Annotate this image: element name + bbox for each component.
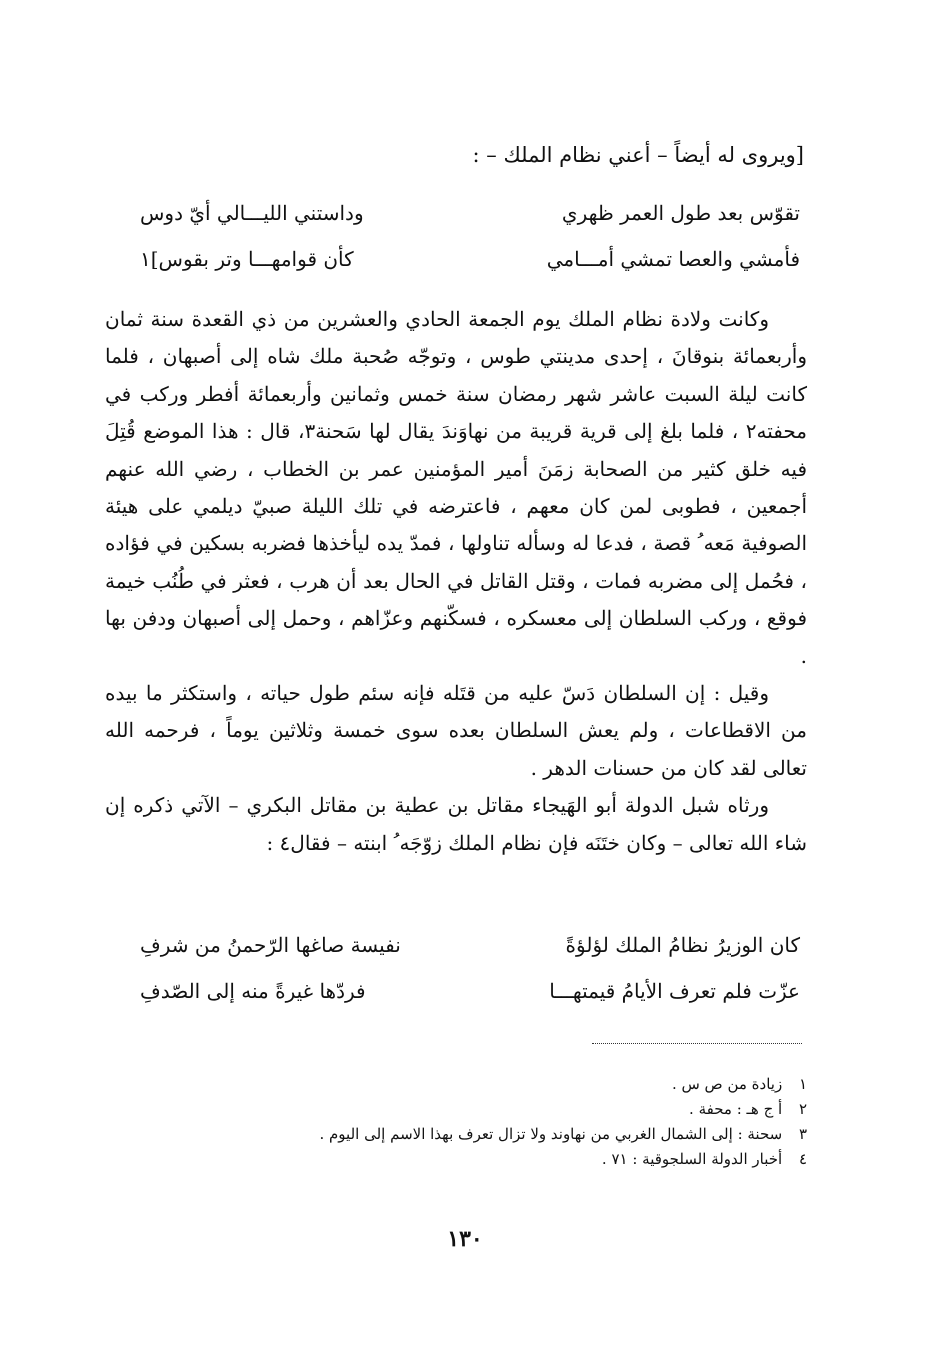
footnote-separator [592,1043,802,1044]
verse-first-hemistich: عزّت فلم تعرف الأيامُ قيمتهـــا [549,979,800,1003]
paragraph-alternate-account: وقيل : إن السلطان دَسّ عليه من قتَله فإنه سئم طول حياته ، واستكثر ما بيده من الاقطاعات ، ولم يعش السلطان بعده سوى خمسة وثلاثين يوماً ، فرحمه الله تعالى لقد كان من حسنات الدهر . [105,681,807,780]
footnote-3 [117,1122,807,1147]
footnote-text: زيادة من ص س . [671,1075,783,1093]
verse-line [140,968,800,1014]
poem-1 [140,190,800,282]
intro-line: [ويروى له أيضاً – أعني نظام الملك – : [472,143,804,167]
footnote-text: أخبار الدولة السلجوقية : ٧١ . [601,1150,783,1168]
verse-second-hemistich: وداستني الليـــالي أيّ دوس [140,201,364,225]
footnote-4 [117,1147,807,1172]
footnote-text: سحنة : إلى الشمال الغربي من نهاوند ولا تزال تعرف بهذا الاسم إلى اليوم . [319,1125,783,1143]
verse-second-hemistich: نفيسة صاغها الرّحمنُ من شرفِ [140,933,401,957]
footnote-number: ٤ [798,1150,807,1168]
verse-second-hemistich: فردّها غيرةً منه إلى الصّدفِ [140,979,366,1003]
verse-first-hemistich: فأمشي والعصا تمشي أمـــامي [546,247,800,271]
paragraph-birth-death: وكانت ولادة نظام الملك يوم الجمعة الحادي والعشرين من ذي القعدة سنة ثمان وأربعمائة بنوقانَ ، إحدى مدينتي طوس ، وتوجّه صُحبة ملك شاه إلى أصبهان ، فلما كانت ليلة السبت عاشر شهر رمضان سنة خمس وثمانين وأربعمائة أفطر وركب في محفته٢ ، فلما بلغ إلى قرية قريبة من نهاوَندَ يقال لها سَحنة٣، قال : هذا الموضع قُتِلَ فيه خلق كثير من الصحابة زمَنَ أمير المؤمنين عمر بن الخطاب ، رضي الله عنهم أجمعين ، فطوبى لمن كان معهم ، فاعترضه في تلك الليلة صبيّ ديلمي على هيئة الصوفية مَعه ُ قصة ، فدعا له وسأله تناولها ، فمدّ يده ليأخذها فضربه بسكين في فؤاده ، فحُمل إلى مضربه فمات ، وقتل القاتل في الحال بعد أن هرب ، فعثر في طُنُب خيمة فوقع ، وركب السلطان إلى معسكره ، فسكّنهم وعزّاهم ، وحمل إلى أصبهان ودفن بها . [105,307,807,668]
verse-second-hemistich: كأن قوامهـــا وتر بقوس]١ [140,247,354,271]
verse-line [140,922,800,968]
footnotes [117,1072,807,1172]
footnote-text: أ ج هـ : محفة . [689,1100,783,1118]
verse-line [140,236,800,282]
footnote-number: ٢ [798,1100,807,1118]
page-number: ١٣٠ [447,1226,483,1252]
poem-2 [140,922,800,1014]
footnote-number: ٣ [798,1125,807,1143]
verse-first-hemistich: تقوّس بعد طول العمر ظهري [561,201,800,225]
footnote-number: ١ [798,1075,807,1093]
footnote-1 [117,1072,807,1097]
footnote-2 [117,1097,807,1122]
verse-first-hemistich: كان الوزيرُ نظامُ الملك لؤلؤةً [565,933,800,957]
paragraph-elegy-intro: ورثاه شبل الدولة أبو الهَيجاء مقاتل بن عطية بن مقاتل البكري – الآتي ذكره إن شاء الله تعالى – وكان ختَنَه فإن نظام الملك زوّجَه ُ ابنته – فقال٤ : [105,793,807,855]
body-text [105,301,807,862]
verse-line [140,190,800,236]
